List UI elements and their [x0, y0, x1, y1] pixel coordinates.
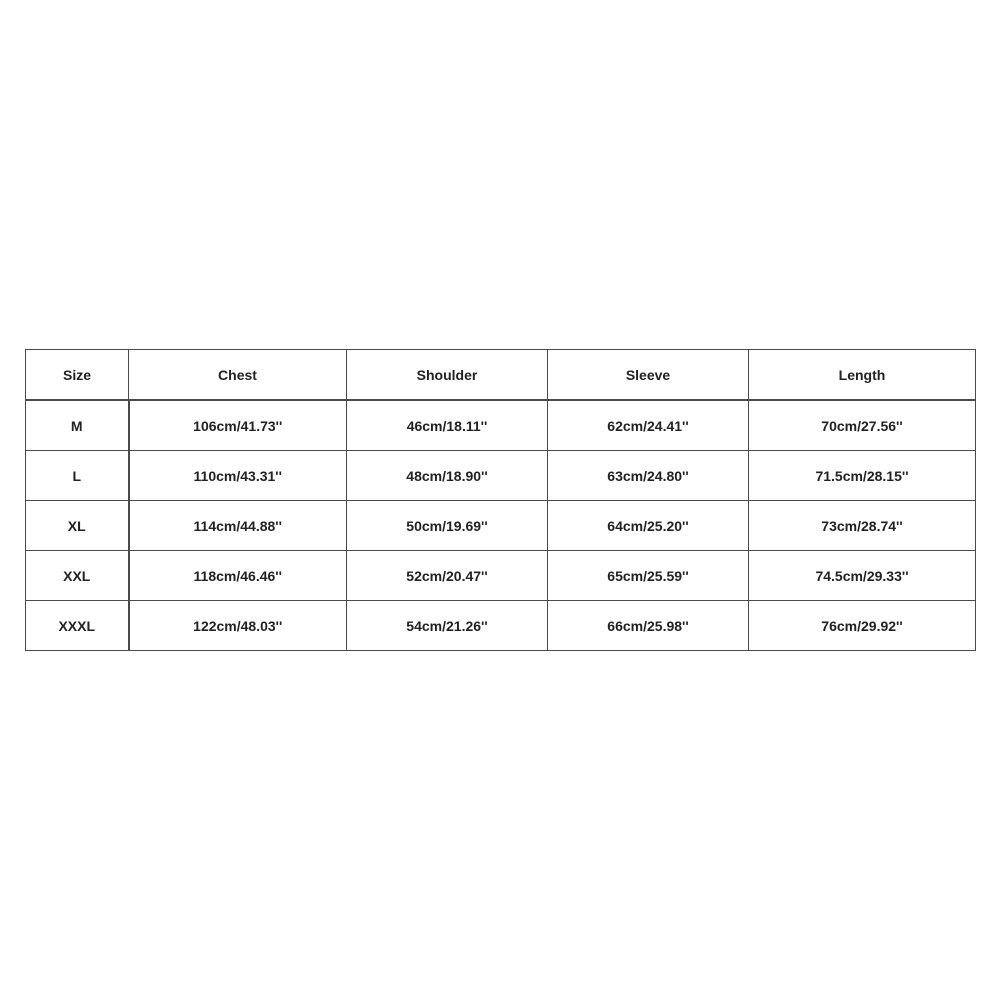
length-cell: 74.5cm/29.33''	[749, 551, 976, 601]
size-cell: XL	[26, 501, 129, 551]
length-cell: 76cm/29.92''	[749, 601, 976, 651]
table-row	[26, 601, 976, 651]
table-row	[26, 501, 976, 551]
column-header-length: Length	[749, 350, 976, 401]
column-header-size: Size	[26, 350, 129, 401]
table-row	[26, 400, 976, 451]
table-row	[26, 551, 976, 601]
shoulder-cell: 54cm/21.26''	[347, 601, 548, 651]
column-header-shoulder: Shoulder	[347, 350, 548, 401]
sleeve-cell: 66cm/25.98''	[548, 601, 749, 651]
column-header-chest: Chest	[129, 350, 347, 401]
sleeve-cell: 65cm/25.59''	[548, 551, 749, 601]
chest-cell: 114cm/44.88''	[129, 501, 347, 551]
length-cell: 73cm/28.74''	[749, 501, 976, 551]
size-cell: XXL	[26, 551, 129, 601]
size-cell: XXXL	[26, 601, 129, 651]
shoulder-cell: 46cm/18.11''	[347, 400, 548, 451]
sleeve-cell: 64cm/25.20''	[548, 501, 749, 551]
shoulder-cell: 52cm/20.47''	[347, 551, 548, 601]
column-header-sleeve: Sleeve	[548, 350, 749, 401]
chest-cell: 110cm/43.31''	[129, 451, 347, 501]
size-cell: M	[26, 400, 129, 451]
sleeve-cell: 62cm/24.41''	[548, 400, 749, 451]
size-chart-table	[25, 349, 976, 651]
shoulder-cell: 50cm/19.69''	[347, 501, 548, 551]
length-cell: 71.5cm/28.15''	[749, 451, 976, 501]
shoulder-cell: 48cm/18.90''	[347, 451, 548, 501]
size-cell: L	[26, 451, 129, 501]
table-row	[26, 451, 976, 501]
table-header-row	[26, 350, 976, 401]
chest-cell: 106cm/41.73''	[129, 400, 347, 451]
length-cell: 70cm/27.56''	[749, 400, 976, 451]
chest-cell: 122cm/48.03''	[129, 601, 347, 651]
chest-cell: 118cm/46.46''	[129, 551, 347, 601]
sleeve-cell: 63cm/24.80''	[548, 451, 749, 501]
